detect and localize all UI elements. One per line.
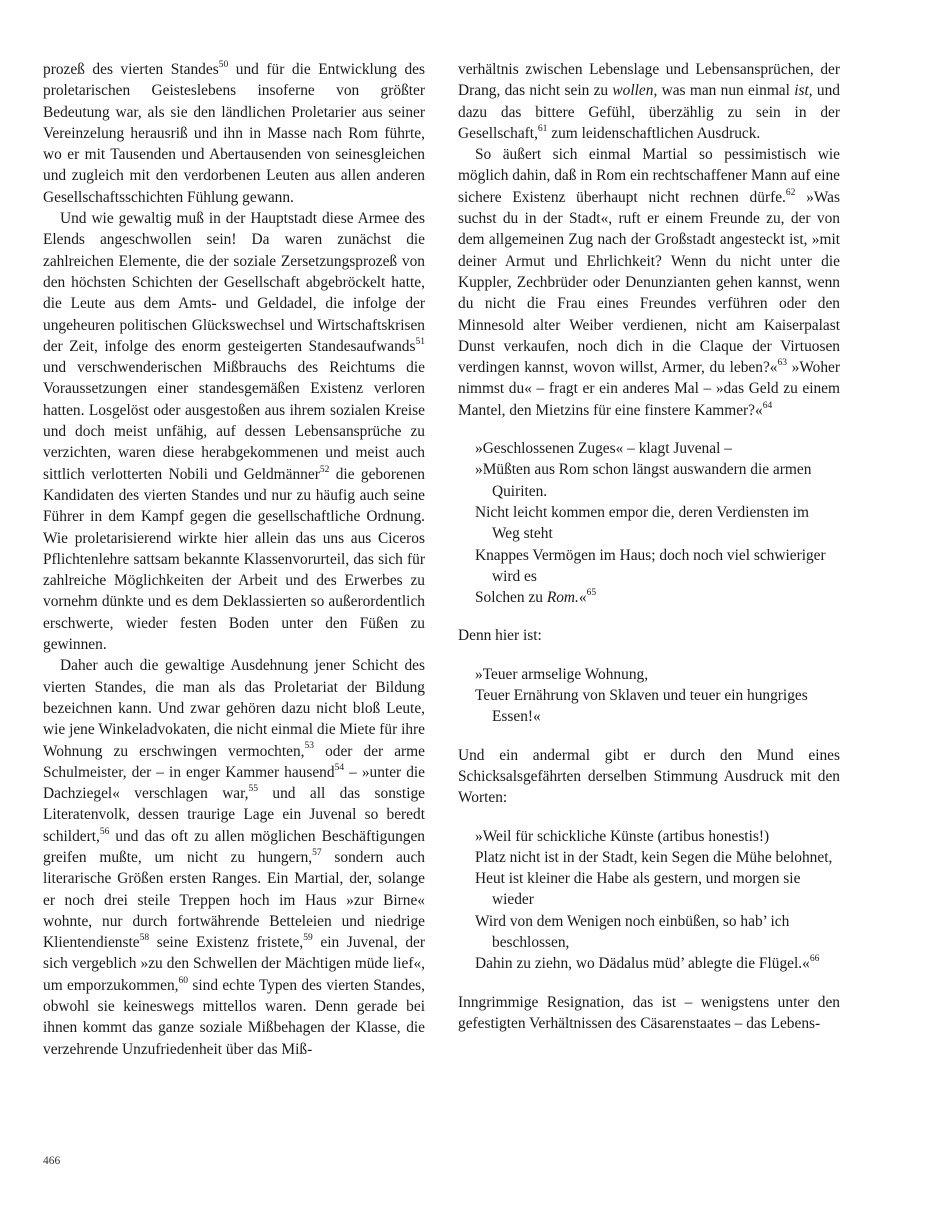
verse-quote — [475, 664, 840, 728]
left-text-column — [43, 59, 425, 1060]
paragraph: verhältnis zwischen Lebenslage und Lebensansprüchen, der Drang, das nicht sein zu wollen, was man nun einmal ist, und dazu das bittere Gefühl, überzählig zu sein in der Gesellschaft,$^{61}$ zum leidenschaftlichen Ausdruck. — [458, 61, 840, 142]
verse-line: Teuer Ernährung von Sklaven und teuer ein hungriges Essen!« — [475, 687, 808, 726]
verse-line: Knappes Vermögen im Haus; doch noch viel schwieriger wird es — [475, 546, 826, 585]
verse-line: »Müßten aus Rom schon längst auswandern die armen Quiriten. — [475, 461, 812, 500]
verse-line: Heut ist kleiner die Habe als gestern, und morgen sie wieder — [475, 870, 801, 909]
paragraph: Und ein andermal gibt er durch den Mund eines Schicksalsgefährten derselben Stimmung Ausdruck mit den Worten: — [458, 746, 840, 807]
paragraph: Denn hier ist: — [458, 627, 542, 645]
paragraph: Inngrimmige Resignation, das ist – wenigstens unter den gefestigten Verhältnissen des Cäsarenstaates – das Lebens- — [458, 993, 840, 1032]
verse-line: »Weil für schickliche Künste (artibus honestis!) — [475, 827, 770, 845]
verse-line: Platz nicht ist in der Stadt, kein Segen die Mühe belohnet, — [475, 848, 833, 866]
verse-line: Dahin zu ziehn, wo Dädalus müd’ ablegte die Flügel.«$^{66}$ — [475, 954, 820, 973]
verse-quote — [475, 438, 840, 608]
verse-line: Nicht leicht kommen empor die, deren Verdiensten im Weg steht — [475, 503, 809, 543]
paragraph: Und wie gewaltig muß in der Hauptstadt diese Armee des Elends angeschwollen sein! Da waren zunächst die zahlreichen Elemente, die der soziale Zersetzungsprozeß von den höchsten Schichten der Gesellschaft abgebröckelt hatte, die Leute aus dem Amts- und Geldadel, die infolge der ungeheuren politischen Glückswechsel und Wirtschaftskrisen der Zeit, infolge des enorm gesteigerten Standesaufwands$^{51}$ und verschwenderischen Mißbrauchs des Reichtums die Voraussetzungen einer standesgemäßen Existenz verloren hatten. Losgelöst oder ausgestoßen aus ihrem sozialen Kreise und doch meist unfähig, auf dessen Lebensansprüche zu verzichten, waren diese herabgekommenen und meist auch sittlich verlotterten Nobili und Geldmänner$^{52}$ die geborenen Kandidaten des vierten Standes und nur zu häufig auch seine Führer in dem Kampf gegen die gesellschaftliche Ordnung. Wie proletarisierend wirkte hier allein das uns aus Ciceros Pflichtenlehre sattsam bekannte Klassenvorurteil, das sich für zahlreiche Möglichkeiten der Arbeit und des Erwerbes zu vornehm dünkte und es dem Deklassierten so außerordentlich erschwerte, wieder festen Boden unter den Füßen zu gewinnen. — [43, 210, 425, 654]
verse-quote — [475, 826, 840, 975]
page-number: 466 — [43, 1155, 61, 1167]
verse-line: »Geschlossenen Zuges« – klagt Juvenal – — [475, 440, 732, 458]
verse-line: Wird von dem Wenigen noch einbüßen, so hab’ ich beschlossen, — [475, 912, 790, 951]
paragraph: So äußert sich einmal Martial so pessimistisch wie möglich dahin, daß in Rom ein rechtschaffener Mann auf eine sichere Existenz überhaupt nicht rechnen dürfe.$^{62}$ »Was suchst du in der Stadt«, ruft er einem Freunde zu, der von dem allgemeinen Zug nach der Großstadt angesteckt ist, »mit deiner Armut und Ehrlichkeit? Wenn du nicht unter die Kuppler, Zechbrüder oder Denunzianten gehen kannst, wenn du nicht die Frau eines Freundes verführen oder den Minnesold alter Weiber verdienen, nicht am Kaiserpalast Dunst verkaufen, noch dich in die Claque der Virtuosen verdingen kannst, wovon willst, Armer, du leben?«$^{63}$ »Woher nimmst du« – fragt er ein anderes Mal – »das Geld zu einem Mantel, den Mietzins für eine finstere Kammer?«$^{64}$ — [458, 146, 840, 419]
right-text-column — [458, 59, 840, 1034]
verse-line: »Teuer armselige Wohnung, — [475, 665, 649, 683]
verse-line: Solchen zu Rom.«$^{65}$ — [475, 588, 597, 607]
paragraph: Daher auch die gewaltige Ausdehnung jener Schicht des vierten Standes, die man als das Proletariat der Bildung bezeichnen kann. Und zwar gehören dazu nicht bloß Leute, wie jene Winkeladvokaten, die nicht einmal die Miete für ihre Wohnung zu erschwingen vermochten,$^{53}$ oder der arme Schulmeister, der – in enger Kammer hausend$^{54}$ – »unter die Dachziegel« verschlagen war,$^{55}$ und all das sonstige Literatenvolk, dessen traurige Lage ein Juvenal so beredt schildert,$^{56}$ und das oft zu allen möglichen Beschäftigungen greifen mußte, um nicht zu hungern,$^{57}$ sondern auch literarische Größen ersten Ranges. Ein Martial, der, solange er noch drei steile Treppen hoch im Haus »zur Birne« wohnte, nur durch fortwährende Betteleien und niedrige Klientendienste$^{58}$ seine Existenz fristete,$^{59}$ ein Juvenal, der sich vergeblich »zu den Schwellen der Mächtigen müde lief«, um emporzukommen,$^{60}$ sind echte Typen des vierten Standes, obwohl sie keineswegs mittellos waren. Denn gerade bei ihnen kommt das ganze soziale Mißbehagen der Klasse, die verzehrende Unzufriedenheit über das Miß- — [43, 657, 426, 1058]
paragraph: prozeß des vierten Standes$^{50}$ und für die Entwicklung des proletarischen Geisteslebens insoferne von größter Bedeutung war, als sie den ländlichen Proletarier aus seiner Vereinzelung herausriß und ihn in Masse nach Rom führte, wo er mit Tausenden und Abertausenden von seinesgleichen und zugleich mit den verdorbenen Leuten aus allen anderen Gesellschaftsschichten Fühlung gewann. — [43, 59, 425, 206]
